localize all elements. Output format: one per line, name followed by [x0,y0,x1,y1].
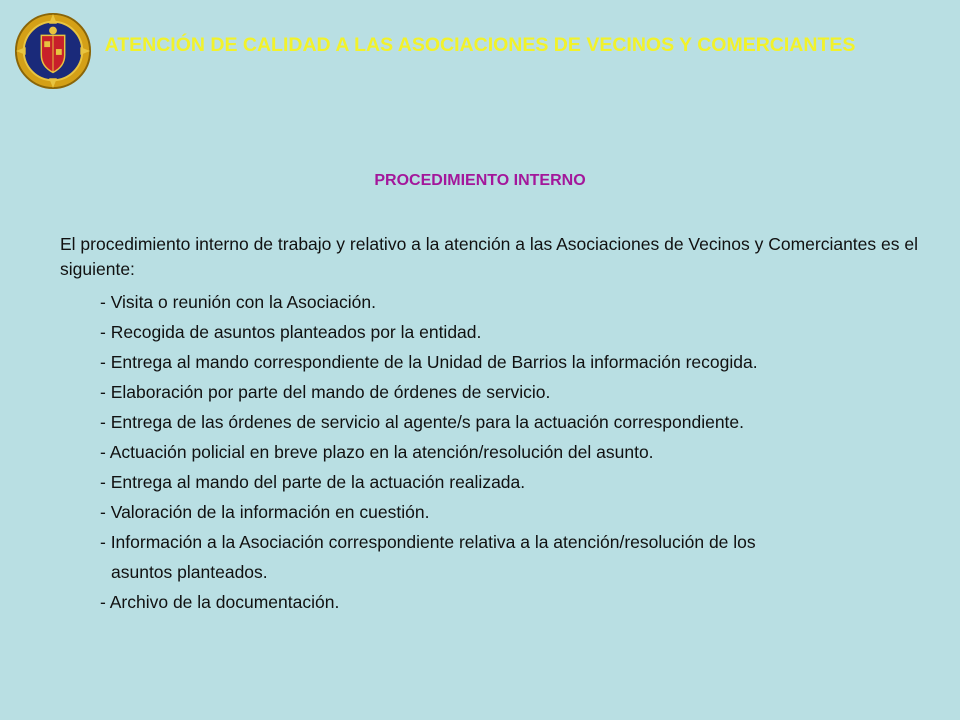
page-title: ATENCIÓN DE CALIDAD A LAS ASOCIACIONES DE VECINOS Y COMERCIANTES [104,34,856,56]
list-item: - Archivo de la documentación. [100,592,340,612]
list-item: - Información a la Asociación correspondiente relativa a la atención/resolución de los [100,532,756,552]
list-item: - Elaboración por parte del mando de órdenes de servicio. [100,382,551,402]
list-item: - Visita o reunión con la Asociación. [100,292,376,312]
police-badge-icon [14,12,92,90]
list-item: - Entrega al mando correspondiente de la Unidad de Barrios la información recogida. [100,352,758,372]
list-item: - Recogida de asuntos planteados por la entidad. [100,322,482,342]
list-item: - Actuación policial en breve plazo en la atención/resolución del asunto. [100,442,654,462]
section-subtitle: PROCEDIMIENTO INTERNO [374,172,586,189]
list-item: - Entrega al mando del parte de la actuación realizada. [100,472,526,492]
list-item: - Entrega de las órdenes de servicio al agente/s para la actuación correspondiente. [100,412,745,432]
list-item: - Valoración de la información en cuestión. [100,502,430,522]
intro-paragraph: El procedimiento interno de trabajo y relativo a la atención a las Asociaciones de Vecinos y Comerciantes es el siguiente: [60,234,918,279]
procedure-steps-list [100,287,930,617]
list-item: asuntos planteados. [111,562,268,582]
